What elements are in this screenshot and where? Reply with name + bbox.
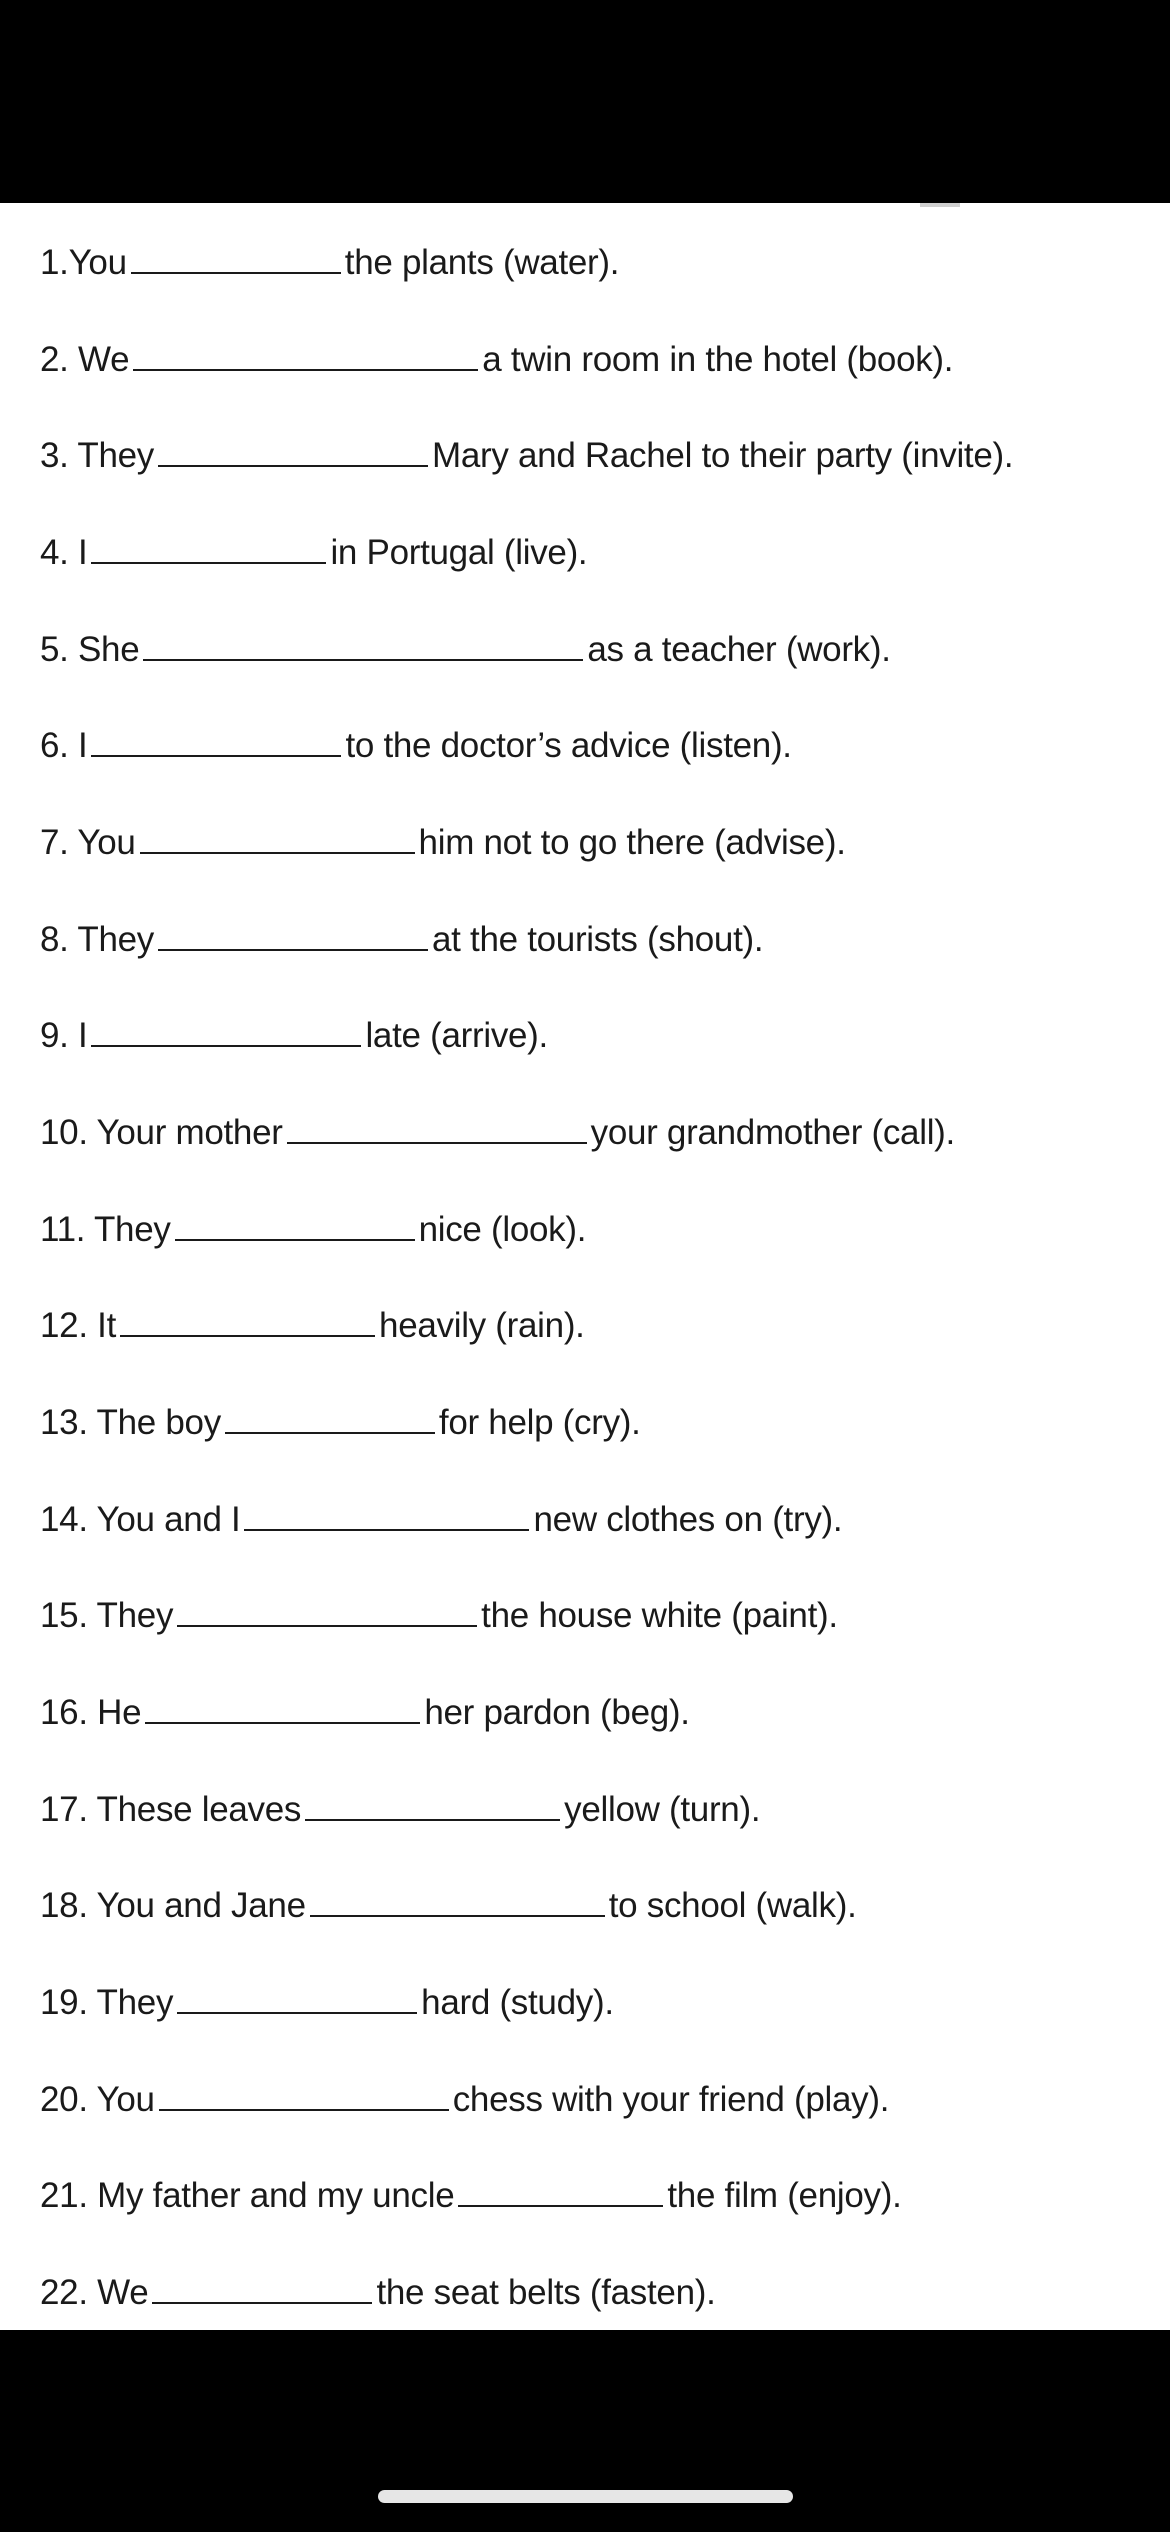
answer-blank[interactable] [158,949,428,951]
exercise-prefix: 16. He [40,1693,142,1732]
exercise-prefix: 19. They [40,1983,174,2022]
exercise-prefix: 10. Your mother [40,1113,283,1152]
answer-blank[interactable] [159,2109,449,2111]
exercise-line-1 [40,223,619,283]
answer-blank[interactable] [225,1432,435,1434]
exercise-prefix: 7. You [40,823,136,862]
worksheet [0,203,1170,2330]
exercise-suffix: the plants (water). [344,243,620,282]
answer-blank[interactable] [140,852,415,854]
exercise-line-12 [40,1286,585,1346]
exercise-prefix: 9. I [40,1016,88,1055]
top-black-area [0,0,1170,203]
answer-blank[interactable] [120,1335,375,1337]
exercise-line-22 [40,2253,716,2313]
exercise-line-20 [40,2060,889,2120]
exercise-line-6 [40,706,792,766]
exercise-suffix: in Portugal (live). [330,533,588,572]
exercise-suffix: late (arrive). [365,1016,548,1055]
exercise-suffix: her pardon (beg). [424,1693,690,1732]
exercise-line-15 [40,1576,838,1636]
exercise-prefix: 12. It [40,1306,117,1345]
exercise-suffix: hard (study). [421,1983,614,2022]
exercise-suffix: new clothes on (try). [533,1500,843,1539]
exercise-prefix: 20. You [40,2080,155,2119]
exercise-suffix: the house white (paint). [481,1596,838,1635]
exercise-line-8 [40,900,763,960]
answer-blank[interactable] [244,1529,529,1531]
exercise-prefix: 2. We [40,340,130,379]
exercise-line-7 [40,803,846,863]
exercise-suffix: a twin room in the hotel (book). [482,340,954,379]
exercise-suffix: to the doctor’s advice (listen). [345,726,792,765]
exercise-prefix: 1.You [40,243,127,282]
exercise-line-10 [40,1093,955,1153]
exercise-suffix: heavily (rain). [379,1306,585,1345]
exercise-prefix: 22. We [40,2273,149,2312]
exercise-prefix: 17. These leaves [40,1790,302,1829]
answer-blank[interactable] [145,1722,420,1724]
exercise-line-3 [40,416,1013,476]
exercise-line-18 [40,1866,857,1926]
exercise-suffix: chess with your friend (play). [452,2080,890,2119]
exercise-suffix: at the tourists (shout). [432,920,764,959]
answer-blank[interactable] [158,465,428,467]
answer-blank[interactable] [131,272,341,274]
exercise-prefix: 21. My father and my uncle [40,2176,455,2215]
exercise-suffix: to school (walk). [608,1886,857,1925]
answer-blank[interactable] [91,755,341,757]
answer-blank[interactable] [305,1819,560,1821]
exercise-suffix: for help (cry). [438,1403,641,1442]
exercise-suffix: Mary and Rachel to their party (invite). [432,436,1014,475]
exercise-prefix: 11. They [40,1210,171,1249]
exercise-suffix: your grandmother (call). [590,1113,955,1152]
answer-blank[interactable] [133,369,478,371]
exercise-suffix: him not to go there (advise). [418,823,846,862]
answer-blank[interactable] [143,659,583,661]
answer-blank[interactable] [91,562,326,564]
exercise-suffix: the film (enjoy). [667,2176,902,2215]
exercise-prefix: 13. The boy [40,1403,221,1442]
exercise-line-11 [40,1190,586,1250]
exercise-prefix: 6. I [40,726,88,765]
exercise-prefix: 18. You and Jane [40,1886,306,1925]
answer-blank[interactable] [287,1142,587,1144]
exercise-prefix: 14. You and I [40,1500,241,1539]
answer-blank[interactable] [458,2205,663,2207]
exercise-suffix: nice (look). [418,1210,587,1249]
exercise-prefix: 8. They [40,920,154,959]
answer-blank[interactable] [152,2302,372,2304]
exercise-line-19 [40,1963,614,2023]
answer-blank[interactable] [91,1045,361,1047]
exercise-suffix: as a teacher (work). [587,630,891,669]
answer-blank[interactable] [175,1239,415,1241]
exercise-line-2 [40,320,953,380]
exercise-line-4 [40,513,587,573]
exercise-line-5 [40,610,891,670]
exercise-suffix: yellow (turn). [564,1790,761,1829]
exercise-prefix: 15. They [40,1596,174,1635]
exercise-prefix: 3. They [40,436,154,475]
exercise-prefix: 4. I [40,533,88,572]
scan-mark [920,203,960,207]
exercise-prefix: 5. She [40,630,140,669]
exercise-line-14 [40,1480,842,1540]
exercise-suffix: the seat belts (fasten). [376,2273,716,2312]
home-indicator[interactable] [378,2490,793,2503]
answer-blank[interactable] [177,2012,417,2014]
answer-blank[interactable] [310,1915,605,1917]
exercise-line-16 [40,1673,690,1733]
exercise-line-13 [40,1383,641,1443]
exercise-line-9 [40,996,548,1056]
exercise-line-17 [40,1770,760,1830]
exercise-line-21 [40,2156,902,2216]
answer-blank[interactable] [177,1625,477,1627]
